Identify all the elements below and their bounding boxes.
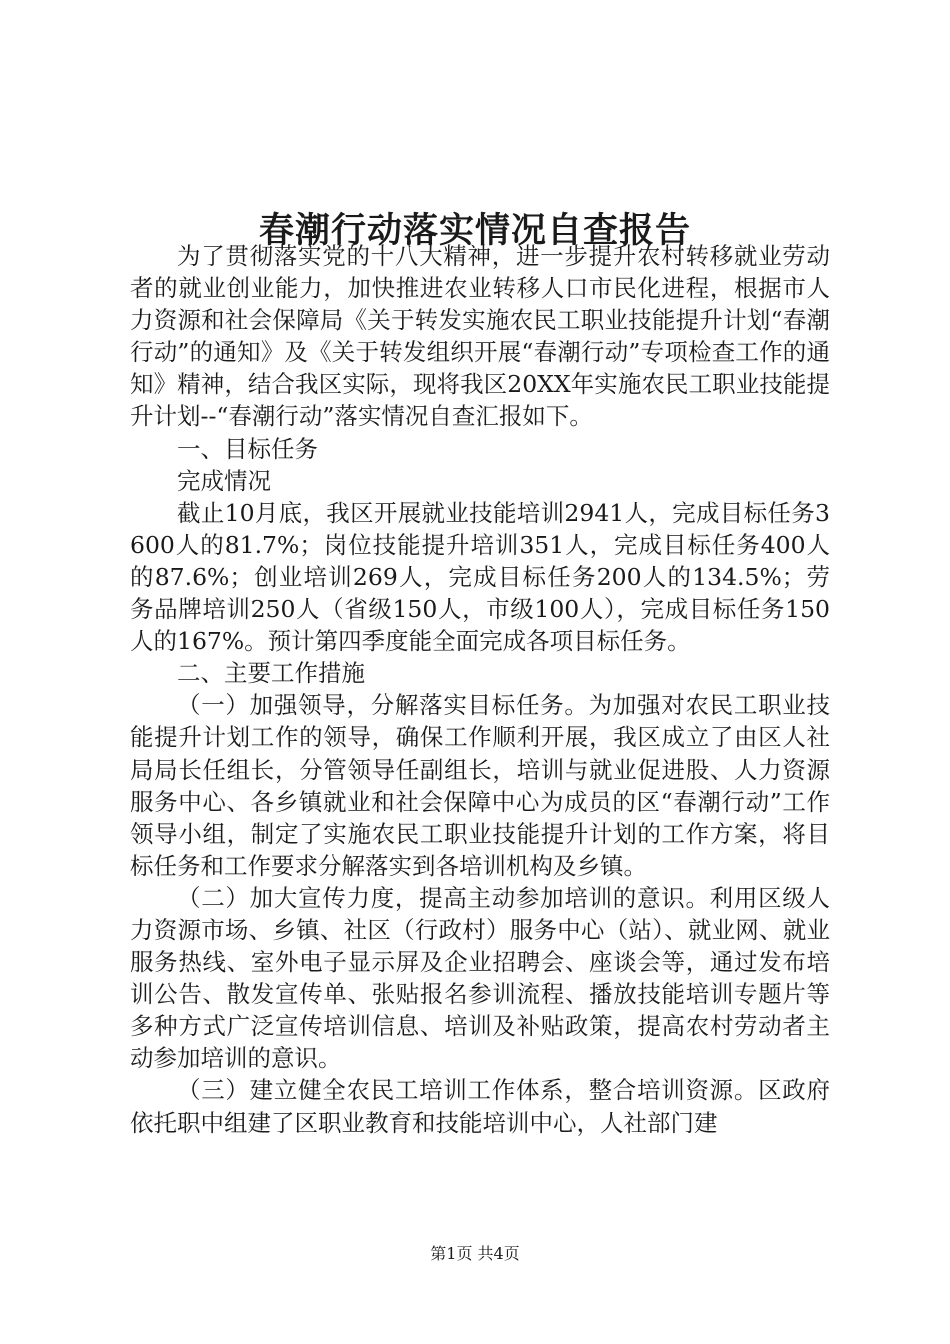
paragraph-intro: 为了贯彻落实党的十八大精神，进一步提升农村转移就业劳动者的就业创业能力，加快推进农业转移人口市民化进程，根据市人力资源和社会保障局《关于转发实施农民工职业技能提升计划“春潮行动”的通知》及《关于转发组织开展“春潮行动”专项检查工作的通知》精神，结合我区实际，现将我区20XX年实施农民工职业技能提升计划--“春潮行动”落实情况自查汇报如下。: [130, 242, 830, 431]
subheading-completion: 完成情况: [177, 466, 271, 495]
paragraph-measure-2: （二）加大宣传力度，提高主动参加培训的意识。利用区级人力资源市场、乡镇、社区（行政村）服务中心（站）、就业网、就业服务热线、室外电子显示屏及企业招聘会、座谈会等，通过发布培训公告、散发宣传单、张贴报名参训流程、播放技能培训专题片等多种方式广泛宣传培训信息、培训及补贴政策，提高农村劳动者主动参加培训的意识。: [130, 883, 830, 1073]
section-heading-goals: 一、目标任务: [177, 434, 318, 463]
document-body: [130, 240, 830, 1139]
page-footer: 第1页 共4页: [430, 1244, 520, 1263]
document-title: 春潮行动落实情况自查报告: [258, 210, 691, 252]
paragraph-completion: 截止10月底，我区开展就业技能培训2941人，完成目标任务3600人的81.7%；岗位技能提升培训351人，完成目标任务400人的87.6%；创业培训269人，完成目标任务200人的134.5%；劳务品牌培训250人（省级150人，市级100人），完成目标任务150人的167%。预计第四季度能全面完成各项目标任务。: [130, 498, 830, 656]
section-heading-measures: 二、主要工作措施: [177, 659, 365, 688]
paragraph-measure-1: （一）加强领导，分解落实目标任务。为加强对农民工职业技能提升计划工作的领导，确保工作顺利开展，我区成立了由区人社局局长任组长，分管领导任副组长，培训与就业促进股、人力资源服务中心、各乡镇就业和社会保障中心为成员的区“春潮行动”工作领导小组，制定了实施农民工职业技能提升计划的工作方案，将目标任务和工作要求分解落实到各培训机构及乡镇。: [130, 691, 830, 880]
paragraph-measure-3: （三）建立健全农民工培训工作体系，整合培训资源。区政府依托职中组建了区职业教育和技能培训中心，人社部门建: [130, 1076, 830, 1137]
